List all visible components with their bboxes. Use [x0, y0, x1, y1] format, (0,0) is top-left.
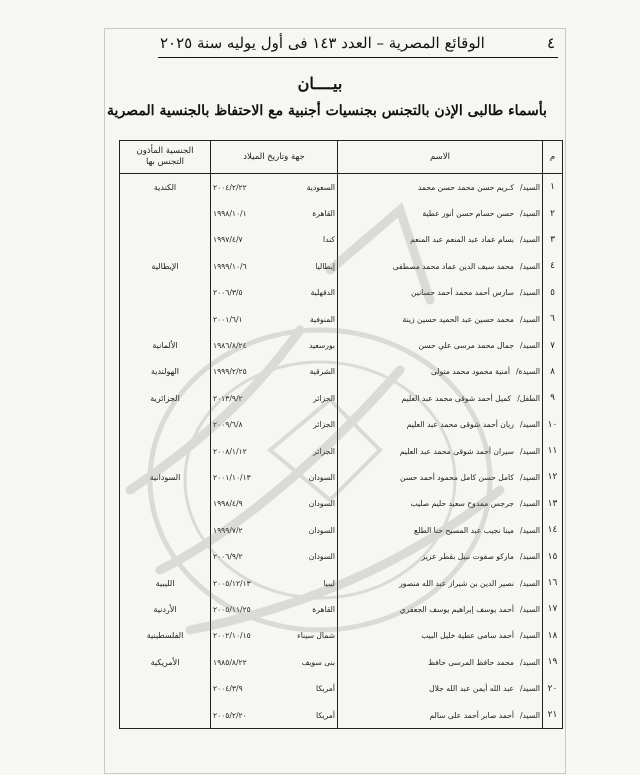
- applicant-name-cell: [338, 702, 543, 729]
- table-row: [120, 623, 563, 649]
- nationality: [120, 438, 211, 464]
- birth-cell: [211, 253, 338, 279]
- applicant-name-cell: [338, 596, 543, 622]
- birth-place: أمريكا: [316, 684, 335, 694]
- birth-place: شمال سيناء: [297, 631, 335, 641]
- applicant-name-cell: [338, 253, 543, 279]
- applicant-name: سيران أحمد شوقى محمد عبد العليم: [399, 446, 514, 456]
- birth-cell: [211, 675, 338, 701]
- birth-place: أمريكا: [316, 710, 335, 720]
- applicant-title: السيد/: [519, 525, 540, 535]
- birth-place: إيطاليا: [315, 261, 335, 271]
- table-row: [120, 332, 563, 358]
- table-row: [120, 412, 563, 438]
- row-number: ٨: [543, 359, 563, 385]
- applicant-name: كامل حسن كامل محمود أحمد حسن: [400, 472, 514, 482]
- row-number: ١٧: [543, 596, 563, 622]
- table-row: [120, 491, 563, 517]
- applicant-name-cell: [338, 174, 543, 201]
- birth-date: ٢٠٠٩/٦/٨: [213, 420, 243, 430]
- applicant-name: سارس أحمد محمد أحمد حسانين: [411, 288, 514, 298]
- row-number: ٢١: [543, 702, 563, 729]
- nationality: السودانية: [120, 464, 211, 490]
- birth-cell: [211, 464, 338, 490]
- table-row: [120, 570, 563, 596]
- nationality: [120, 675, 211, 701]
- row-number: ١٤: [543, 517, 563, 543]
- nationality: الليبية: [120, 570, 211, 596]
- birth-date: ١٩٩٨/١٠/١: [213, 209, 247, 219]
- applicant-name-cell: [338, 543, 543, 569]
- birth-cell: [211, 596, 338, 622]
- birth-cell: [211, 385, 338, 411]
- table-header-row: [120, 141, 563, 174]
- birth-date: ٢٠٠٤/٢/٢٢: [213, 182, 247, 192]
- applicant-title: السيد/: [519, 288, 540, 298]
- birth-date: ٢٠٠٥/١٢/١٣: [213, 578, 251, 588]
- birth-date: ٢٠٠٤/٣/٩: [213, 684, 243, 694]
- birth-place: السودان: [308, 552, 335, 562]
- birth-place: كندا: [322, 235, 335, 245]
- column-header-number: م: [543, 141, 563, 174]
- applicant-title: الطفل/: [517, 393, 540, 403]
- applicant-title: السيد/: [519, 631, 540, 641]
- row-number: ٧: [543, 332, 563, 358]
- birth-date: ٢٠٠٨/١/١٢: [213, 446, 247, 456]
- nationality: الألمانية: [120, 332, 211, 358]
- applicant-title: السيد/: [519, 657, 540, 667]
- table-row: [120, 596, 563, 622]
- table-body: [120, 174, 563, 729]
- birth-cell: [211, 359, 338, 385]
- applicant-title: السيد/: [519, 710, 540, 720]
- applicant-name: كـريم حسن محمد حسن محمد: [417, 182, 514, 192]
- applicant-name-cell: [338, 227, 543, 253]
- birth-place: ليبيا: [323, 578, 335, 588]
- applicant-name: أحمد سامى عطية خليل البيب: [421, 631, 514, 641]
- birth-cell: [211, 412, 338, 438]
- nationality: [120, 517, 211, 543]
- birth-cell: [211, 649, 338, 675]
- table-row: [120, 200, 563, 226]
- column-header-name: الاسم: [338, 141, 543, 174]
- applicant-name-cell: [338, 359, 543, 385]
- birth-date: ٢٠٠٥/٢/٢٠: [213, 710, 247, 720]
- applicant-name: نصير الدين بن شيراز عبد الله منصور: [399, 578, 514, 588]
- applicant-name: كميل أحمد شوقى محمد عبد العليم: [401, 393, 512, 403]
- applicant-name-cell: [338, 412, 543, 438]
- birth-date: ٢٠٠٦/٣/٥: [213, 288, 243, 298]
- table-row: [120, 649, 563, 675]
- applicant-name: ريان أحمد شوقى محمد عبد العليم: [406, 420, 514, 430]
- nationality: الأردنية: [120, 596, 211, 622]
- document-subtitle: بأسماء طالبى الإذن بالتجنس بجنسيات أجنبية مع الاحتفاظ بالجنسية المصرية: [107, 103, 547, 119]
- nationality: [120, 227, 211, 253]
- applicant-name: جمال محمد مرسى علي حسن: [418, 341, 514, 351]
- table-row: [120, 359, 563, 385]
- applicant-title: السيد/: [519, 684, 540, 694]
- applicant-name-cell: [338, 385, 543, 411]
- row-number: ١١: [543, 438, 563, 464]
- table-row: [120, 702, 563, 729]
- applicant-title: السيد/: [519, 446, 540, 456]
- birth-place: السعودية: [306, 182, 335, 192]
- row-number: ٤: [543, 253, 563, 279]
- nationality: [120, 412, 211, 438]
- column-header-birth: جهة وتاريخ الميلاد: [211, 141, 338, 174]
- table-row: [120, 385, 563, 411]
- row-number: ١٩: [543, 649, 563, 675]
- row-number: ٢: [543, 200, 563, 226]
- applicant-title: السيد/: [519, 235, 540, 245]
- page-number: ٤: [546, 34, 555, 52]
- table-row: [120, 464, 563, 490]
- birth-date: ٢٠٠٥/١١/٢٥: [213, 604, 251, 614]
- birth-date: ٢٠٠١/١٠/١٣: [213, 472, 251, 482]
- table-row: [120, 543, 563, 569]
- row-number: ٢٠: [543, 675, 563, 701]
- applicant-name-cell: [338, 491, 543, 517]
- birth-cell: [211, 517, 338, 543]
- row-number: ١٥: [543, 543, 563, 569]
- nationality: الكندية: [120, 174, 211, 201]
- applicant-name-cell: [338, 332, 543, 358]
- applicant-name: أحمد يوسف إبراهيم يوسف الجعفري: [399, 604, 514, 614]
- applicant-name-cell: [338, 200, 543, 226]
- row-number: ١: [543, 174, 563, 201]
- nationality: [120, 491, 211, 517]
- birth-date: ١٩٩٧/٤/٧: [213, 235, 243, 245]
- birth-date: ١٩٨٦/٨/٢٤: [213, 341, 247, 351]
- applicant-title: السيد/: [519, 182, 540, 192]
- row-number: ١٦: [543, 570, 563, 596]
- nationality: [120, 543, 211, 569]
- birth-place: الشرقية: [309, 367, 335, 377]
- applicant-name: أحمد صابر أحمد على سالم: [429, 710, 514, 720]
- nationality: الهولندية: [120, 359, 211, 385]
- table-row: [120, 227, 563, 253]
- applicant-name-cell: [338, 649, 543, 675]
- birth-place: بورسعيد: [308, 341, 335, 351]
- applicant-name: محمد حسين عبد الحميد حسين زينة: [402, 314, 514, 324]
- table-row: [120, 517, 563, 543]
- birth-place: الجزائر: [313, 446, 335, 456]
- applicant-name-cell: [338, 517, 543, 543]
- birth-cell: [211, 227, 338, 253]
- birth-place: الجزائر: [313, 393, 335, 403]
- applicant-title: السيد/: [519, 209, 540, 219]
- row-number: ١٨: [543, 623, 563, 649]
- applicant-name-cell: [338, 306, 543, 332]
- applicant-title: السيد/: [519, 552, 540, 562]
- birth-cell: [211, 174, 338, 201]
- row-number: ٦: [543, 306, 563, 332]
- applicant-name: ماركو صفوت نبيل بقطر عزيز: [421, 552, 514, 562]
- birth-date: ٢٠١٣/٩/٢: [213, 393, 243, 403]
- nationality: الفلسطينية: [120, 623, 211, 649]
- nationality: الأمريكية: [120, 649, 211, 675]
- birth-cell: [211, 570, 338, 596]
- applicant-name-cell: [338, 280, 543, 306]
- birth-place: بنى سويف: [301, 657, 335, 667]
- row-number: ٩: [543, 385, 563, 411]
- applicant-title: السيد/: [519, 472, 540, 482]
- birth-place: السودان: [308, 499, 335, 509]
- birth-cell: [211, 280, 338, 306]
- birth-place: الجزائر: [313, 420, 335, 430]
- nationality: [120, 702, 211, 729]
- column-header-nationality: الجنسية المأذون التجنس بها: [120, 141, 211, 174]
- birth-cell: [211, 438, 338, 464]
- applicant-title: السيد/: [519, 578, 540, 588]
- applicant-name-cell: [338, 464, 543, 490]
- birth-cell: [211, 200, 338, 226]
- birth-date: ١٩٨٥/٨/٢٢: [213, 657, 247, 667]
- birth-place: السودان: [308, 525, 335, 535]
- row-number: ١٣: [543, 491, 563, 517]
- applicants-table: [119, 140, 563, 729]
- row-number: ١٢: [543, 464, 563, 490]
- applicant-title: السيد/: [519, 314, 540, 324]
- row-number: ٥: [543, 280, 563, 306]
- applicant-name: أمنية محمود محمد متولى: [430, 367, 510, 377]
- document-title: بيــــان: [297, 74, 343, 93]
- applicant-name-cell: [338, 438, 543, 464]
- birth-date: ٢٠٠٢/١٠/١٥: [213, 631, 251, 641]
- nationality: [120, 200, 211, 226]
- applicant-name: محمد سيف الدين عماد محمد مصطفى: [392, 261, 514, 271]
- running-title: الوقائع المصرية – العدد ١٤٣ فى أول يوليه سنة ٢٠٢٥: [160, 34, 485, 52]
- table-row: [120, 280, 563, 306]
- table-row: [120, 438, 563, 464]
- nationality: [120, 280, 211, 306]
- birth-date: ١٩٩٨/٤/٩: [213, 499, 243, 509]
- nationality: [120, 306, 211, 332]
- row-number: ٣: [543, 227, 563, 253]
- birth-cell: [211, 306, 338, 332]
- birth-cell: [211, 543, 338, 569]
- birth-place: السودان: [308, 472, 335, 482]
- birth-cell: [211, 702, 338, 729]
- applicant-name: محمد حافظ المرسى حافظ: [427, 657, 514, 667]
- row-number: ١٠: [543, 412, 563, 438]
- birth-date: ٢٠٠١/٦/١: [213, 314, 243, 324]
- birth-place: المنوفية: [309, 314, 335, 324]
- applicant-name-cell: [338, 675, 543, 701]
- applicant-title: السيد/: [519, 499, 540, 509]
- applicant-name: مينا نجيب عبد المسيح حنا الطلع: [414, 525, 514, 535]
- header-rule: [158, 57, 558, 58]
- applicant-name: بسام عماد عبد المنعم عبد المنعم: [410, 235, 514, 245]
- birth-cell: [211, 491, 338, 517]
- applicant-name: جرجس ممدوح سعيد حليم صليب: [410, 499, 514, 509]
- nationality: الإيطالية: [120, 253, 211, 279]
- birth-cell: [211, 332, 338, 358]
- applicant-title: السيدة/: [515, 367, 540, 377]
- birth-date: ١٩٩٩/٧/٢: [213, 525, 243, 535]
- birth-date: ١٩٩٩/١٠/٦: [213, 261, 247, 271]
- birth-place: الدقهلية: [310, 288, 335, 298]
- birth-place: القاهرة: [312, 209, 335, 219]
- applicant-title: السيد/: [519, 604, 540, 614]
- applicant-name-cell: [338, 570, 543, 596]
- applicant-title: السيد/: [519, 261, 540, 271]
- table-row: [120, 675, 563, 701]
- birth-cell: [211, 623, 338, 649]
- applicant-name: عبد الله أيمن عبد الله جلال: [429, 684, 514, 694]
- running-header: [160, 34, 555, 52]
- table-row: [120, 306, 563, 332]
- applicant-title: السيد/: [519, 341, 540, 351]
- table-row: [120, 253, 563, 279]
- applicant-title: السيد/: [519, 420, 540, 430]
- table-row: [120, 174, 563, 201]
- applicant-name: حسن حسام حسن أنور عطية: [422, 209, 514, 219]
- applicant-name-cell: [338, 623, 543, 649]
- birth-date: ١٩٩٩/٢/٢٥: [213, 367, 247, 377]
- nationality: الجزائرية: [120, 385, 211, 411]
- birth-place: القاهرة: [312, 604, 335, 614]
- birth-date: ٢٠٠٦/٩/٢: [213, 552, 243, 562]
